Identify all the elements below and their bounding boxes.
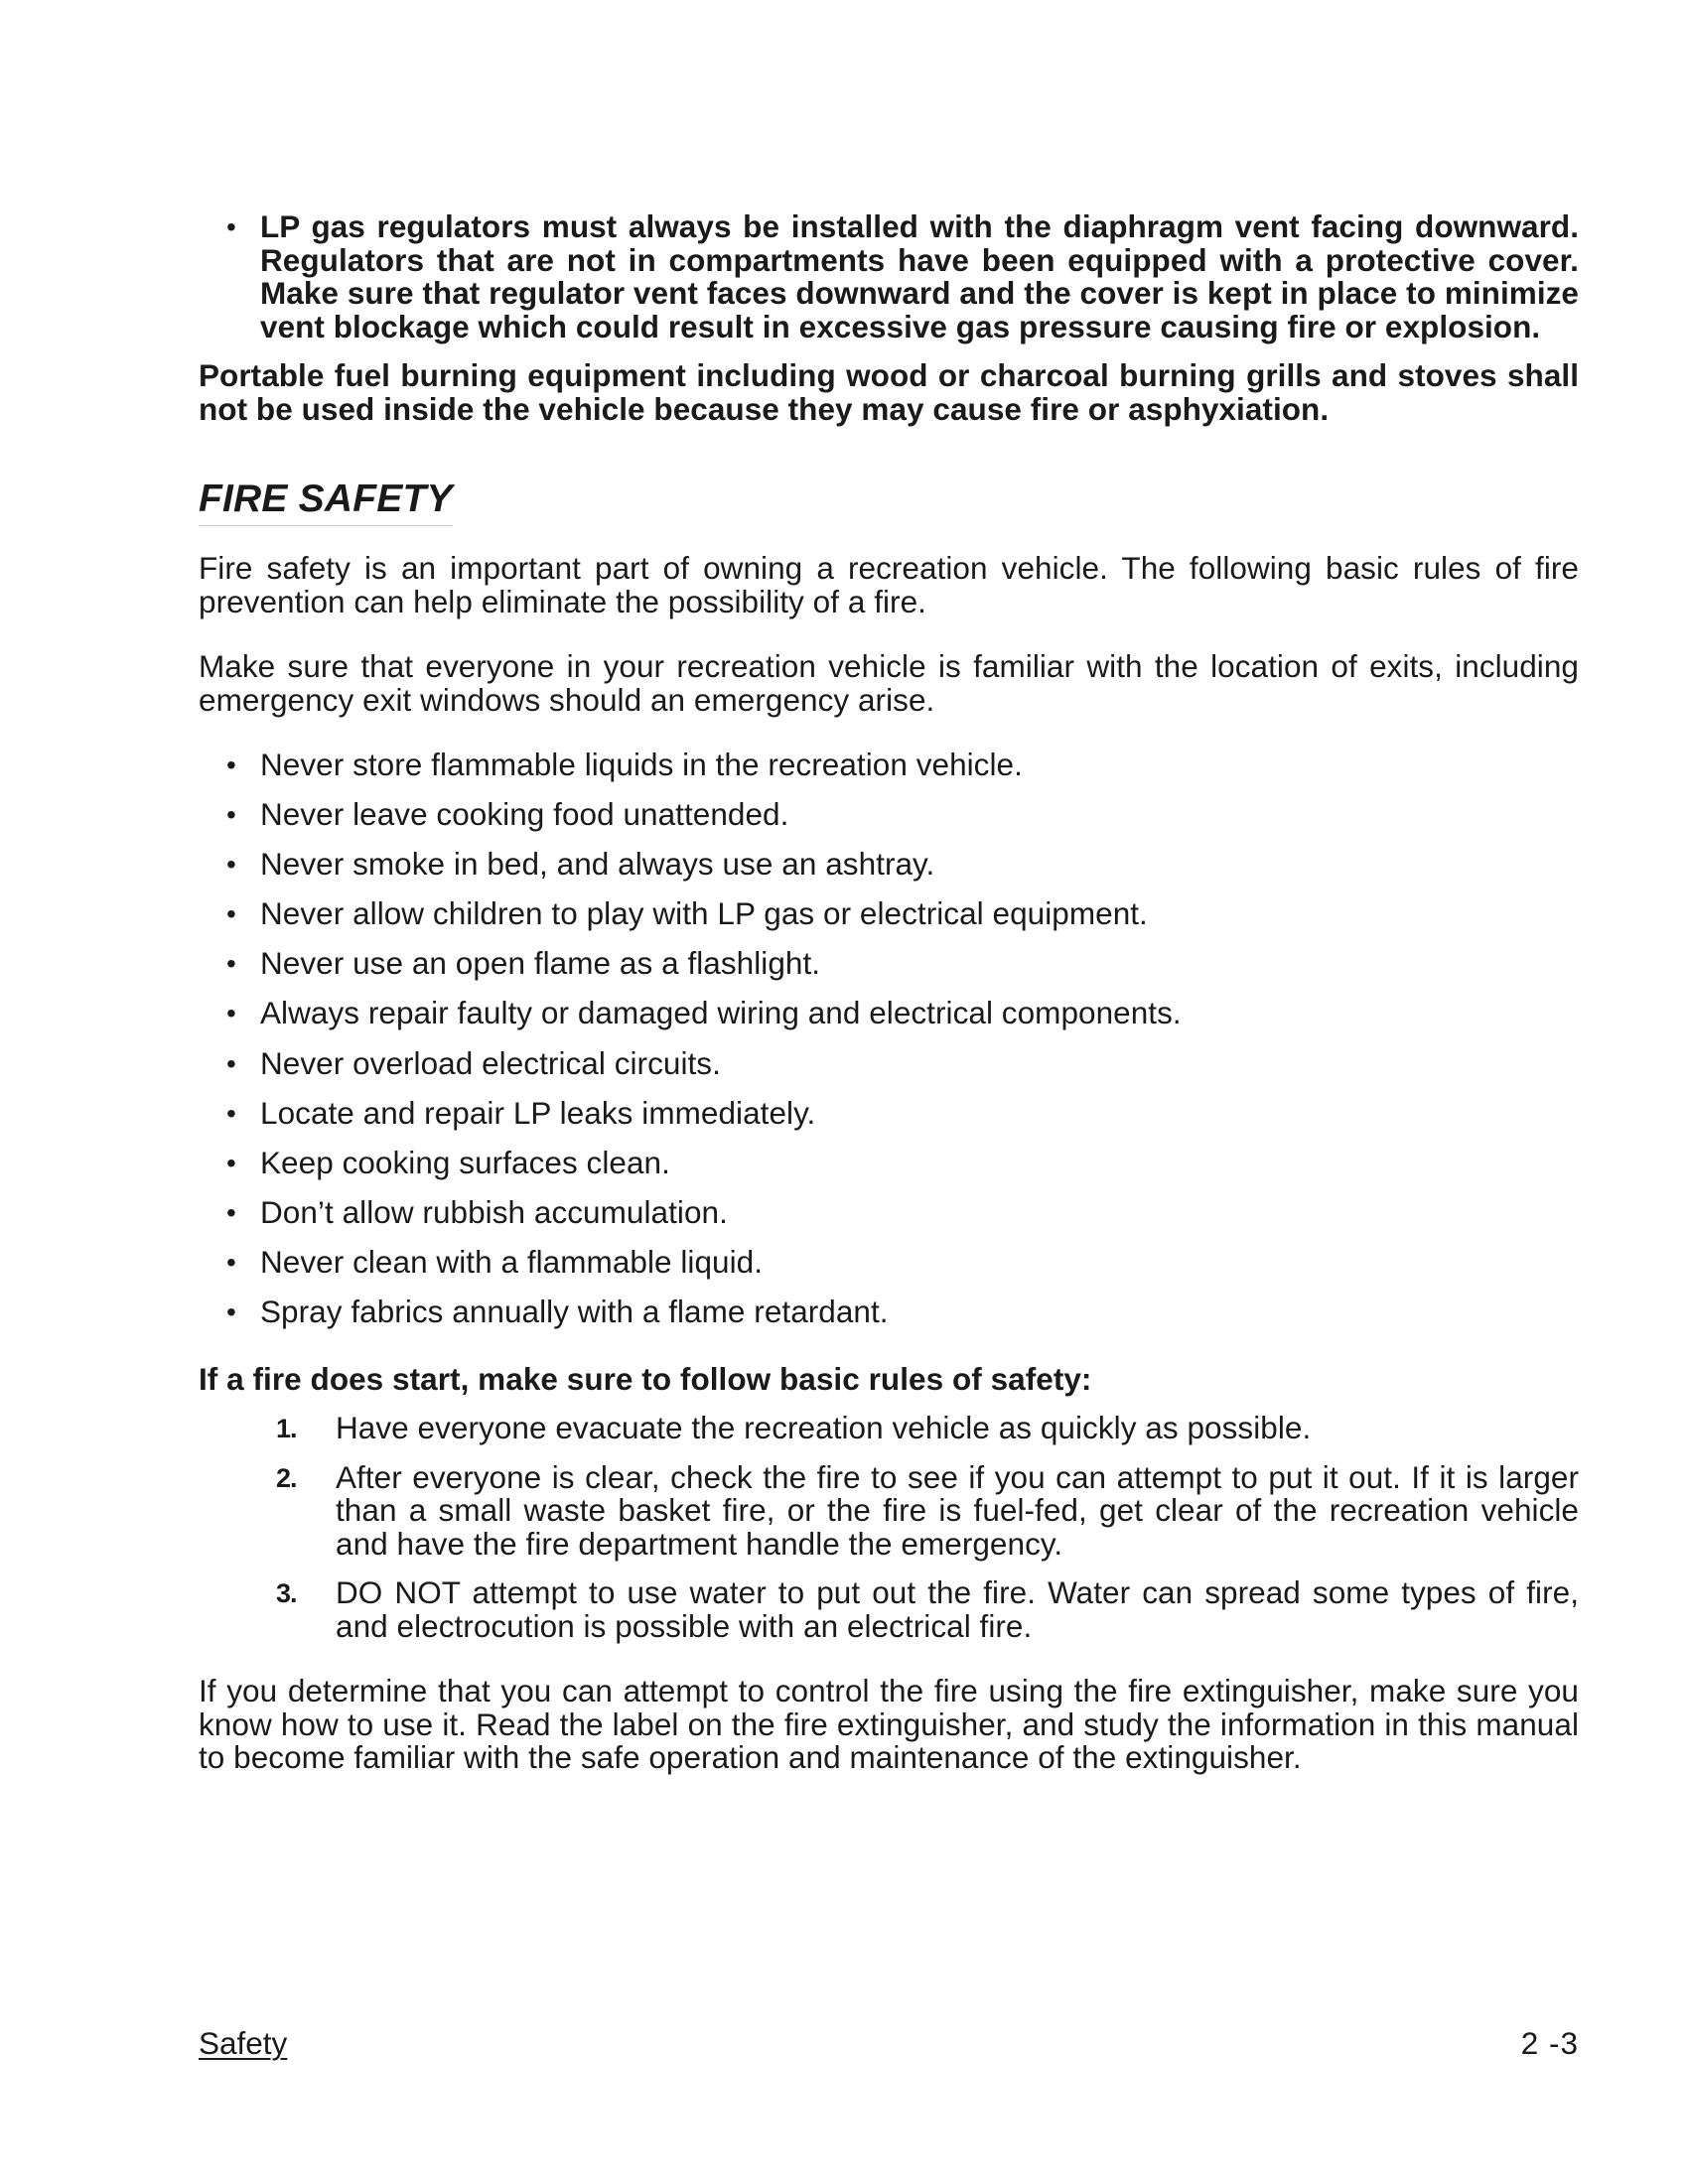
list-item-text: Never use an open flame as a flashlight. — [260, 945, 821, 982]
list-item — [199, 749, 1579, 782]
page-content — [199, 210, 1579, 1775]
bullet-icon: • — [226, 849, 236, 881]
bullet-icon: • — [226, 998, 236, 1029]
list-item-text: Never leave cooking food unattended. — [260, 796, 789, 833]
list-item — [199, 947, 1579, 981]
list-item — [199, 1296, 1579, 1329]
list-item-text: Locate and repair LP leaks immediately. — [260, 1094, 816, 1131]
fire-prevention-list — [199, 749, 1579, 1329]
bullet-icon: • — [226, 211, 236, 242]
list-item-text: Never store flammable liquids in the recreation vehicle. — [260, 747, 1023, 782]
bullet-icon: • — [226, 1246, 236, 1278]
bullet-icon: • — [226, 898, 236, 930]
bullet-icon: • — [226, 1097, 236, 1129]
step-text: Have everyone evacuate the recreation vehicle as quickly as possible. — [336, 1410, 1312, 1446]
bullet-icon: • — [226, 1297, 236, 1328]
lp-regulator-bullet — [199, 210, 1579, 343]
portable-fuel-warning: Portable fuel burning equipment including wood or charcoal burning grills and stoves shall not be used inside the vehicle because they may cause fire or asphyxiation. — [199, 357, 1579, 427]
list-item-text: Never allow children to play with LP gas or electrical equipment. — [260, 895, 1148, 932]
step-text: After everyone is clear, check the fire to see if you can attempt to put it out. If it is larger than a small waste basket fire, or the fire is fuel-fed, get clear of the recreation vehicle and have the fire department handle the emergency. — [336, 1458, 1579, 1562]
numbered-step — [199, 1458, 1579, 1562]
lp-regulator-text: LP gas regulators must always be installed with the diaphragm vent facing downward. Regulators that are not in compartments have been equipped with a protective cover. Make sure that regulator vent faces downward and the cover is kept in place to minimize vent blockage which could result in excessive gas pressure causing fire or explosion. — [260, 208, 1579, 344]
numbered-step — [199, 1576, 1579, 1643]
exits-paragraph: Make sure that everyone in your recreation vehicle is familiar with the location of exits, including emergency exit windows should an emergency arise. — [199, 648, 1579, 718]
list-item-text: Never overload electrical circuits. — [260, 1044, 721, 1081]
list-item-text: Never smoke in bed, and always use an ashtray. — [260, 846, 935, 883]
list-item — [199, 1193, 1579, 1230]
section-heading-wrap — [199, 478, 1579, 526]
list-item — [199, 1144, 1579, 1180]
numbered-step — [199, 1412, 1579, 1445]
bullet-icon: • — [226, 1147, 236, 1178]
list-item — [199, 1243, 1579, 1280]
safety-steps-list — [199, 1412, 1579, 1643]
step-number: 2. — [276, 1462, 297, 1493]
step-text: DO NOT attempt to use water to put out the fire. Water can spread some types of fire, and electrocution is possible with an electrical fire. — [336, 1574, 1579, 1644]
footer-section-name: Safety — [199, 2025, 288, 2061]
bullet-icon: • — [226, 948, 236, 980]
list-item-text: Always repair faulty or damaged wiring and electrical components. — [260, 995, 1182, 1031]
page-number: 2 -3 — [1520, 2025, 1579, 2061]
closing-paragraph: If you determine that you can attempt to control the fire using the fire extinguisher, make sure you know how to use it. Read the label on the fire extinguisher, and study the information in this manual to become familiar with the safe operation and maintenance of the extinguisher. — [199, 1673, 1579, 1776]
bullet-icon: • — [226, 1196, 236, 1228]
list-item-text: Keep cooking surfaces clean. — [260, 1144, 670, 1180]
list-item — [199, 848, 1579, 882]
list-item-text: Don’t allow rubbish accumulation. — [260, 1193, 728, 1230]
list-item — [199, 1044, 1579, 1081]
list-item-text: Never clean with a flammable liquid. — [260, 1243, 764, 1280]
section-title: FIRE SAFETY — [199, 478, 453, 526]
list-item — [199, 997, 1579, 1030]
step-number: 3. — [276, 1578, 297, 1609]
list-item — [199, 897, 1579, 931]
bullet-icon: • — [226, 799, 236, 831]
bullet-icon: • — [226, 1047, 236, 1079]
step-number: 1. — [276, 1414, 297, 1444]
list-item — [199, 1094, 1579, 1131]
bullet-icon: • — [226, 750, 236, 780]
list-item-text: Spray fabrics annually with a flame retardant. — [260, 1294, 889, 1330]
intro-paragraph: Fire safety is an important part of owning a recreation vehicle. The following basic rules of fire prevention can help eliminate the possibility of a fire. — [199, 550, 1579, 619]
list-item — [199, 798, 1579, 832]
fire-start-heading: If a fire does start, make sure to follow basic rules of safety: — [199, 1360, 1092, 1397]
